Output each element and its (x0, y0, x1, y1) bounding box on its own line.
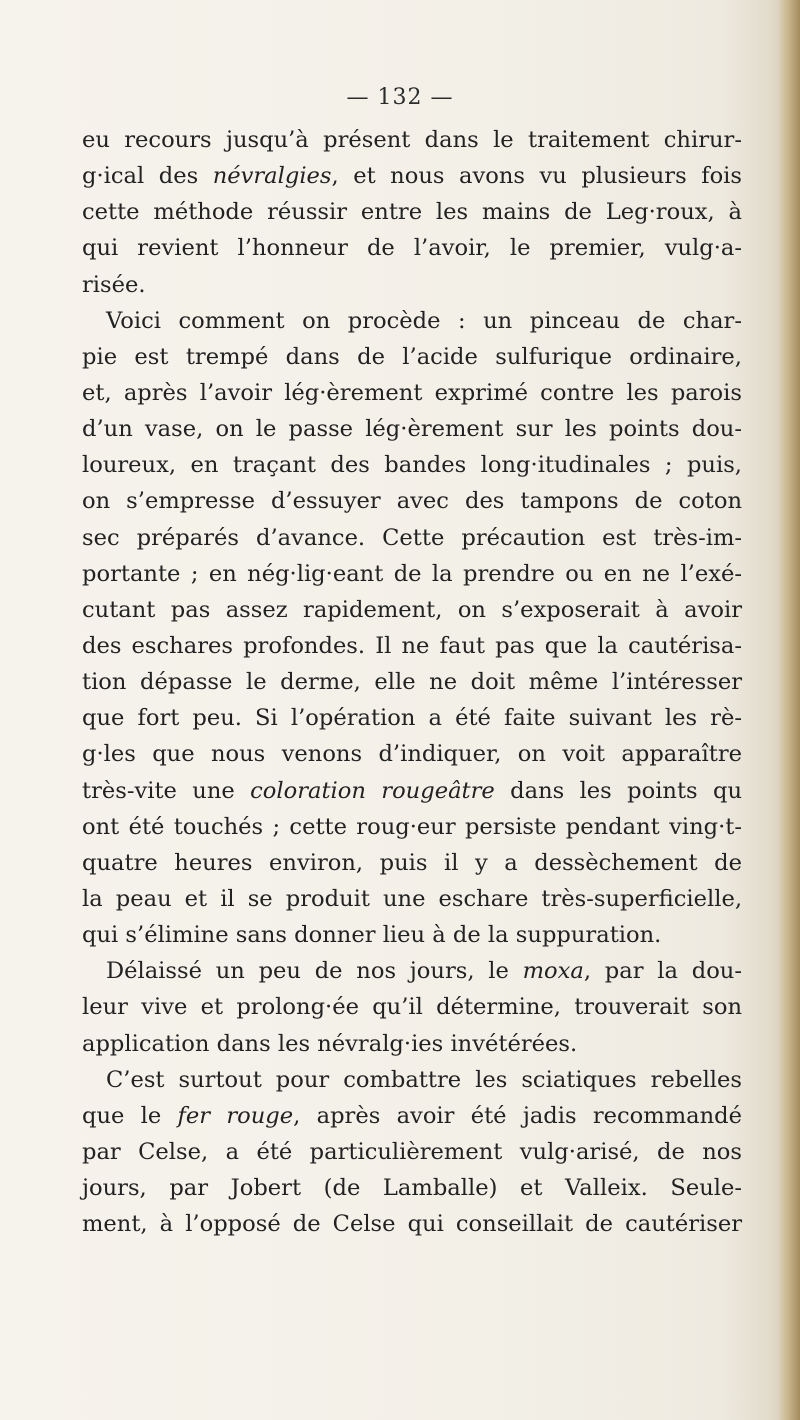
text-line (82, 303, 742, 339)
text-line (82, 809, 742, 845)
text-line (82, 411, 742, 447)
text-run: , et nous avons vu plusieurs fois (331, 163, 742, 190)
text-run: g·les que nous venons d’indiquer, on voit apparaître (82, 741, 742, 768)
text-line (82, 1206, 742, 1242)
text-run: application dans les névralg·ies invétérées. (82, 1030, 578, 1057)
italic-term: moxa (522, 958, 584, 985)
text-line (82, 375, 742, 411)
text-run: ment, à l’opposé de Celse qui conseillait de cautériser (82, 1211, 742, 1238)
text-line (82, 230, 742, 266)
text-line (82, 1062, 742, 1098)
text-run: pie est trempé dans de l’acide sulfurique ordinaire, (82, 343, 742, 370)
text-run: cette méthode réussir entre les mains de Leg·roux, à (82, 199, 742, 226)
page-edge-shadow (778, 0, 800, 1420)
text-run: tion dépasse le derme, elle ne doit même l’intéresser (82, 669, 742, 696)
text-run: jours, par Jobert (de Lamballe) et Valleix. Seule- (82, 1175, 742, 1202)
italic-term: névralgies (212, 163, 332, 190)
text-run: qui s’élimine sans donner lieu à de la suppuration. (82, 922, 662, 949)
text-run: loureux, en traçant des bandes long·itudinales ; puis, (82, 452, 742, 479)
text-run: dans les points qu (494, 777, 743, 804)
text-run: et, après l’avoir lég·èrement exprimé contre les parois (82, 379, 742, 406)
text-run: Voici comment on procède : un pinceau de char- (106, 307, 742, 334)
text-line (82, 845, 742, 881)
text-line (82, 1026, 742, 1062)
text-run: par Celse, a été particulièrement vulg·arisé, de nos (82, 1138, 742, 1165)
text-line (82, 881, 742, 917)
text-line (82, 122, 742, 158)
italic-term: fer rouge (177, 1102, 294, 1129)
text-line (82, 447, 742, 483)
italic-term: coloration rougeâtre (250, 777, 495, 804)
text-line (82, 773, 742, 809)
text-line (82, 339, 742, 375)
text-run: risée. (82, 271, 146, 298)
text-run: leur vive et prolong·ée qu’il détermine, trouverait son (82, 994, 742, 1021)
text-run: quatre heures environ, puis il y a dessèchement de (82, 849, 742, 876)
text-run: des eschares profondes. Il ne faut pas que la cautérisa- (82, 632, 742, 659)
text-line (82, 194, 742, 230)
text-line (82, 917, 742, 953)
text-line (82, 267, 742, 303)
text-run: portante ; en nég·lig·eant de la prendre ou en ne l’exé- (82, 560, 742, 587)
text-line (82, 556, 742, 592)
text-line (82, 736, 742, 772)
text-run: la peau et il se produit une eschare très-superficielle, (82, 885, 742, 912)
text-line (82, 664, 742, 700)
text-line (82, 628, 742, 664)
text-run: g·ical des (82, 163, 213, 190)
text-run: que le (82, 1102, 178, 1129)
text-line (82, 989, 742, 1025)
text-line (82, 1098, 742, 1134)
page-number: — 132 — (346, 85, 454, 110)
text-run: très-vite une (82, 777, 251, 804)
text-run: , après avoir été jadis recommandé (293, 1102, 742, 1129)
text-line (82, 483, 742, 519)
text-run: on s’empresse d’essuyer avec des tampons de coton (82, 488, 742, 515)
text-line (82, 592, 742, 628)
text-line (82, 1170, 742, 1206)
text-run: ont été touchés ; cette roug·eur persiste pendant ving·t- (82, 813, 742, 840)
text-run: d’un vase, on le passe lég·èrement sur les points dou- (82, 416, 742, 443)
text-run: qui revient l’honneur de l’avoir, le premier, vulg·a- (82, 235, 742, 262)
text-run: , par la dou- (583, 958, 742, 985)
text-run: Délaissé un peu de nos jours, le (106, 958, 523, 985)
text-line (82, 158, 742, 194)
body-text (82, 122, 742, 1242)
text-run: C’est surtout pour combattre les sciatiques rebelles (106, 1066, 742, 1093)
text-run: eu recours jusqu’à présent dans le traitement chirur- (82, 127, 742, 153)
text-line (82, 700, 742, 736)
text-run: cutant pas assez rapidement, on s’exposerait à avoir (82, 596, 742, 623)
text-line (82, 520, 742, 556)
text-run: que fort peu. Si l’opération a été faite suivant les rè- (82, 705, 742, 732)
text-line (82, 953, 742, 989)
text-run: sec préparés d’avance. Cette précaution est très-im- (82, 524, 742, 551)
text-line (82, 1134, 742, 1170)
